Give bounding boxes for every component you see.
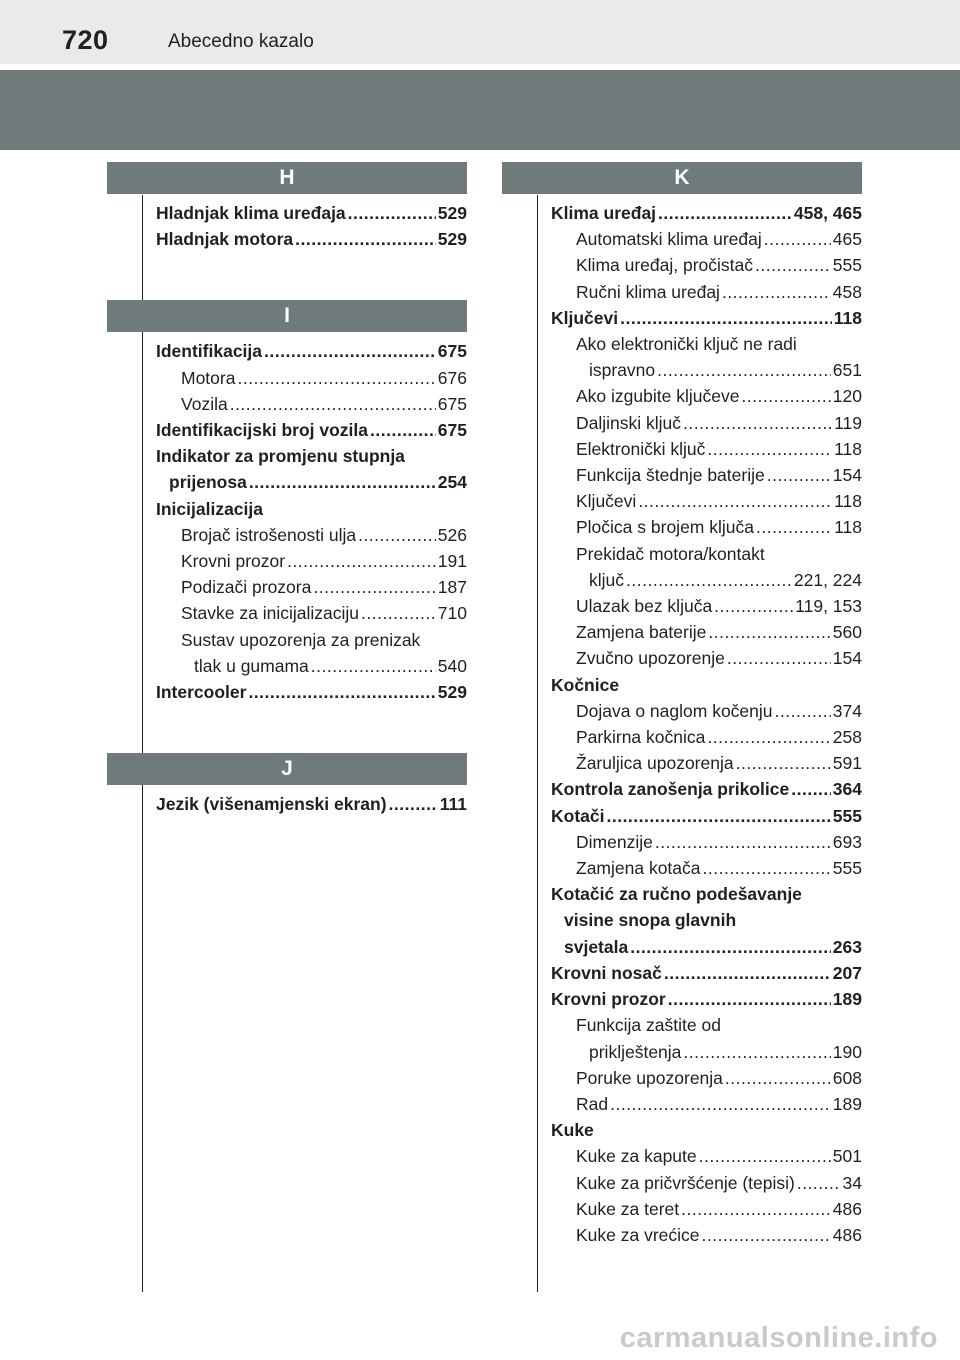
entry-page: 34	[842, 1172, 862, 1193]
index-entry	[551, 331, 862, 357]
entry-page: 263	[832, 936, 862, 957]
entry-page: 675	[437, 341, 467, 362]
entry-label: Kuke za vrećice	[576, 1224, 700, 1245]
index-entry	[551, 934, 862, 960]
entry-page: 118	[834, 491, 862, 512]
index-entry	[156, 365, 467, 391]
index-entry	[551, 1117, 862, 1143]
entry-label: Funkcija štednje baterije	[576, 465, 765, 486]
dot-leader	[681, 1196, 831, 1222]
entry-page: 119, 153	[795, 596, 862, 617]
entry-page: 675	[437, 393, 467, 414]
left-index-column	[107, 162, 467, 817]
dot-leader	[707, 724, 830, 750]
dot-leader	[708, 619, 830, 645]
dot-leader	[791, 776, 831, 802]
entry-label: Kuke za kapute	[576, 1146, 697, 1167]
entry-label: Kontrola zanošenja prikolice	[551, 779, 790, 800]
index-entry	[551, 514, 862, 540]
index-entry	[551, 1012, 862, 1038]
dot-leader	[756, 514, 832, 540]
entry-label: Krovni prozor	[551, 989, 666, 1010]
entry-label: tlak u gumama	[194, 655, 309, 676]
dot-leader	[683, 1039, 830, 1065]
entry-label: Daljinski ključ	[576, 412, 682, 433]
index-entry	[156, 522, 467, 548]
header-band	[0, 70, 960, 150]
index-entry	[551, 541, 862, 567]
dot-leader	[348, 200, 436, 226]
dot-leader	[727, 645, 831, 671]
watermark: carmanualsonline.info	[619, 1322, 938, 1354]
dot-leader	[370, 417, 436, 443]
dot-leader	[657, 357, 831, 383]
entry-label: Kuke za teret	[576, 1198, 680, 1219]
section-gap	[107, 252, 467, 300]
dot-leader	[361, 600, 436, 626]
index-entry	[156, 469, 467, 495]
entry-page: 258	[832, 727, 862, 748]
index-entry	[156, 600, 467, 626]
dot-leader	[610, 1091, 831, 1117]
dot-leader	[707, 436, 832, 462]
index-entry	[551, 1091, 862, 1117]
dot-leader	[703, 855, 831, 881]
entry-label: Jezik (višenamjenski ekran)	[156, 794, 387, 815]
entry-label: priklještenja	[589, 1041, 682, 1062]
entry-label: Rad	[576, 1093, 609, 1114]
entry-label: Poruke upozorenja	[576, 1067, 723, 1088]
entry-page: 608	[832, 1067, 862, 1088]
entry-label: ključ	[589, 569, 625, 590]
entry-page: 364	[832, 779, 862, 800]
dot-leader	[725, 1065, 831, 1091]
entry-page: 555	[832, 255, 862, 276]
entry-label: Stavke za inicijalizaciju	[181, 603, 359, 624]
entry-label: Parkirna kočnica	[576, 727, 706, 748]
entry-page: 693	[832, 831, 862, 852]
index-entry	[156, 653, 467, 679]
index-entry	[156, 496, 467, 522]
entry-label: Žaruljica upozorenja	[576, 753, 734, 774]
index-entry	[551, 986, 862, 1012]
entry-list	[107, 785, 467, 817]
entry-label: Kotači	[551, 805, 605, 826]
index-entry	[551, 567, 862, 593]
dot-leader	[311, 653, 436, 679]
dot-leader	[764, 226, 831, 252]
entry-label: Prekidač motora/kontakt	[576, 543, 765, 564]
entry-page: 111	[439, 794, 467, 815]
dot-leader	[389, 791, 438, 817]
entry-label: Klima uređaj	[551, 203, 657, 223]
entry-page: 374	[832, 700, 862, 721]
page-number: 720	[62, 25, 109, 55]
dot-leader	[237, 365, 435, 391]
index-entry	[551, 279, 862, 305]
entry-label: Intercooler	[156, 682, 247, 703]
section-letter-i: I	[107, 300, 467, 332]
dot-leader	[606, 803, 830, 829]
entry-page: 529	[437, 682, 467, 703]
index-entry	[551, 593, 862, 619]
entry-label: visine snopa glavnih	[564, 910, 737, 931]
entry-label: Ključevi	[576, 491, 637, 512]
dot-leader	[668, 986, 831, 1012]
index-entry	[551, 226, 862, 252]
entry-page: 154	[832, 465, 862, 486]
index-entry	[156, 338, 467, 364]
dot-leader	[230, 391, 436, 417]
entry-label: Dimenzije	[576, 831, 653, 852]
index-entry	[156, 627, 467, 653]
index-entry	[551, 383, 862, 409]
dot-leader	[358, 522, 436, 548]
entry-list	[502, 194, 862, 1248]
dot-leader	[264, 338, 436, 364]
entry-page: 458, 465	[793, 203, 862, 223]
dot-leader	[630, 934, 831, 960]
entry-page: 189	[832, 989, 862, 1010]
entry-page: 529	[437, 229, 467, 250]
index-entry	[551, 750, 862, 776]
entry-page: 486	[832, 1224, 862, 1245]
index-entry	[156, 226, 467, 252]
index-entry	[551, 1170, 862, 1196]
entry-label: Funkcija zaštite od	[576, 1015, 721, 1036]
entry-page: 465	[832, 229, 862, 250]
entry-page: 591	[832, 753, 862, 774]
entry-page: 189	[832, 1093, 862, 1114]
index-entry	[551, 776, 862, 802]
index-entry	[551, 1196, 862, 1222]
entry-label: Identifikacija	[156, 341, 263, 362]
dot-leader	[295, 226, 436, 252]
index-entry	[551, 619, 862, 645]
entry-page: 560	[832, 622, 862, 643]
entry-page: 486	[832, 1198, 862, 1219]
entry-label: Zamjena kotača	[576, 858, 701, 879]
entry-label: Podizači prozora	[181, 577, 312, 598]
entry-label: Krovni prozor	[181, 551, 286, 572]
index-entry	[551, 724, 862, 750]
index-entry	[551, 1143, 862, 1169]
entry-page: 501	[832, 1146, 862, 1167]
dot-leader	[714, 593, 793, 619]
index-entry	[551, 1222, 862, 1248]
entry-label: Hladnjak klima uređaja	[156, 203, 346, 223]
right-index-column	[502, 162, 862, 1248]
index-entry	[551, 881, 862, 907]
dot-leader	[699, 1143, 831, 1169]
dot-leader	[775, 698, 831, 724]
index-entry	[551, 436, 862, 462]
entry-label: Hladnjak motora	[156, 229, 294, 250]
entry-label: Ako izgubite ključeve	[576, 386, 740, 407]
index-entry	[551, 305, 862, 331]
entry-label: Krovni nosač	[551, 962, 662, 983]
entry-page: 120	[832, 386, 862, 407]
index-entry	[156, 679, 467, 705]
entry-label: Dojava o naglom kočenju	[576, 700, 773, 721]
entry-label: Automatski klima uređaj	[576, 229, 762, 250]
index-entry	[551, 200, 862, 226]
dot-leader	[741, 383, 830, 409]
entry-page: 529	[437, 203, 467, 223]
dot-leader	[664, 960, 831, 986]
dot-leader	[683, 410, 832, 436]
entry-page: 118	[833, 307, 862, 328]
entry-label: Ručni klima uređaj	[576, 281, 720, 302]
entry-page: 187	[437, 577, 467, 598]
index-entry	[551, 672, 862, 698]
entry-page: 526	[437, 524, 467, 545]
entry-page: 710	[437, 603, 467, 624]
entry-label: svjetala	[564, 936, 629, 957]
dot-leader	[755, 252, 831, 278]
entry-page: 190	[832, 1041, 862, 1062]
dot-leader	[313, 574, 435, 600]
index-entry	[551, 803, 862, 829]
dot-leader	[767, 462, 831, 488]
entry-label: Ako elektronički ključ ne radi	[576, 334, 797, 355]
index-entry	[551, 698, 862, 724]
entry-page: 651	[832, 360, 862, 381]
dot-leader	[620, 305, 832, 331]
index-entry	[551, 488, 862, 514]
entry-page: 207	[832, 962, 862, 983]
index-entry	[156, 200, 467, 226]
entry-label: Ključevi	[551, 307, 619, 328]
dot-leader	[287, 548, 436, 574]
entry-label: Kuke za pričvršćenje (tepisi)	[576, 1172, 795, 1193]
index-entry	[551, 855, 862, 881]
dot-leader	[248, 679, 435, 705]
entry-list	[107, 332, 467, 705]
entry-label: Elektronički ključ	[576, 438, 706, 459]
section-letter-j: J	[107, 753, 467, 785]
entry-label: Kotačić za ručno podešavanje	[551, 884, 802, 905]
entry-page: 191	[437, 551, 467, 572]
index-entry	[551, 907, 862, 933]
entry-page: 676	[437, 367, 467, 388]
index-entry	[156, 443, 467, 469]
entry-page: 555	[832, 805, 862, 826]
entry-page: 675	[437, 420, 467, 441]
index-entry	[156, 791, 467, 817]
entry-page: 221, 224	[793, 569, 862, 590]
section-letter-k: K	[502, 162, 862, 194]
entry-page: 154	[832, 648, 862, 669]
dot-leader	[736, 750, 831, 776]
dot-leader	[797, 1170, 841, 1196]
section-gap	[107, 705, 467, 753]
entry-label: Inicijalizacija	[156, 498, 263, 519]
entry-page: 118	[834, 517, 862, 538]
entry-label: prijenosa	[169, 472, 247, 493]
dot-leader	[638, 488, 832, 514]
dot-leader	[702, 1222, 831, 1248]
entry-label: Kuke	[551, 1120, 594, 1141]
index-entry	[551, 410, 862, 436]
dot-leader	[658, 200, 792, 226]
dot-leader	[626, 567, 792, 593]
index-entry	[551, 1039, 862, 1065]
entry-page: 119	[834, 412, 862, 433]
entry-label: Vozila	[181, 393, 228, 414]
index-entry	[156, 417, 467, 443]
entry-page: 254	[437, 472, 467, 493]
section-letter-h: H	[107, 162, 467, 194]
entry-label: ispravno	[589, 360, 656, 381]
entry-label: Klima uređaj, pročistač	[576, 255, 754, 276]
index-entry	[156, 574, 467, 600]
entry-page: 118	[834, 438, 862, 459]
entry-page: 540	[437, 655, 467, 676]
entry-label: Identifikacijski broj vozila	[156, 420, 369, 441]
page-title: Abecedno kazalo	[168, 31, 314, 52]
header-bar	[0, 0, 960, 64]
index-entry	[551, 829, 862, 855]
entry-label: Zvučno upozorenje	[576, 648, 725, 669]
entry-label: Motora	[181, 367, 236, 388]
index-entry	[551, 252, 862, 278]
index-entry	[551, 462, 862, 488]
index-entry	[156, 391, 467, 417]
entry-page: 555	[832, 858, 862, 879]
dot-leader	[249, 469, 436, 495]
entry-list	[107, 194, 467, 252]
index-entry	[156, 548, 467, 574]
entry-label: Sustav upozorenja za prenizak	[181, 629, 421, 650]
index-entry	[551, 645, 862, 671]
entry-page: 458	[832, 281, 862, 302]
index-entry	[551, 357, 862, 383]
dot-leader	[722, 279, 831, 305]
index-entry	[551, 960, 862, 986]
dot-leader	[655, 829, 831, 855]
entry-label: Kočnice	[551, 674, 620, 695]
entry-label: Brojač istrošenosti ulja	[181, 524, 357, 545]
entry-label: Indikator za promjenu stupnja	[156, 446, 405, 467]
index-entry	[551, 1065, 862, 1091]
entry-label: Zamjena baterije	[576, 622, 707, 643]
entry-label: Ulazak bez ključa	[576, 596, 713, 617]
entry-label: Pločica s brojem ključa	[576, 517, 754, 538]
